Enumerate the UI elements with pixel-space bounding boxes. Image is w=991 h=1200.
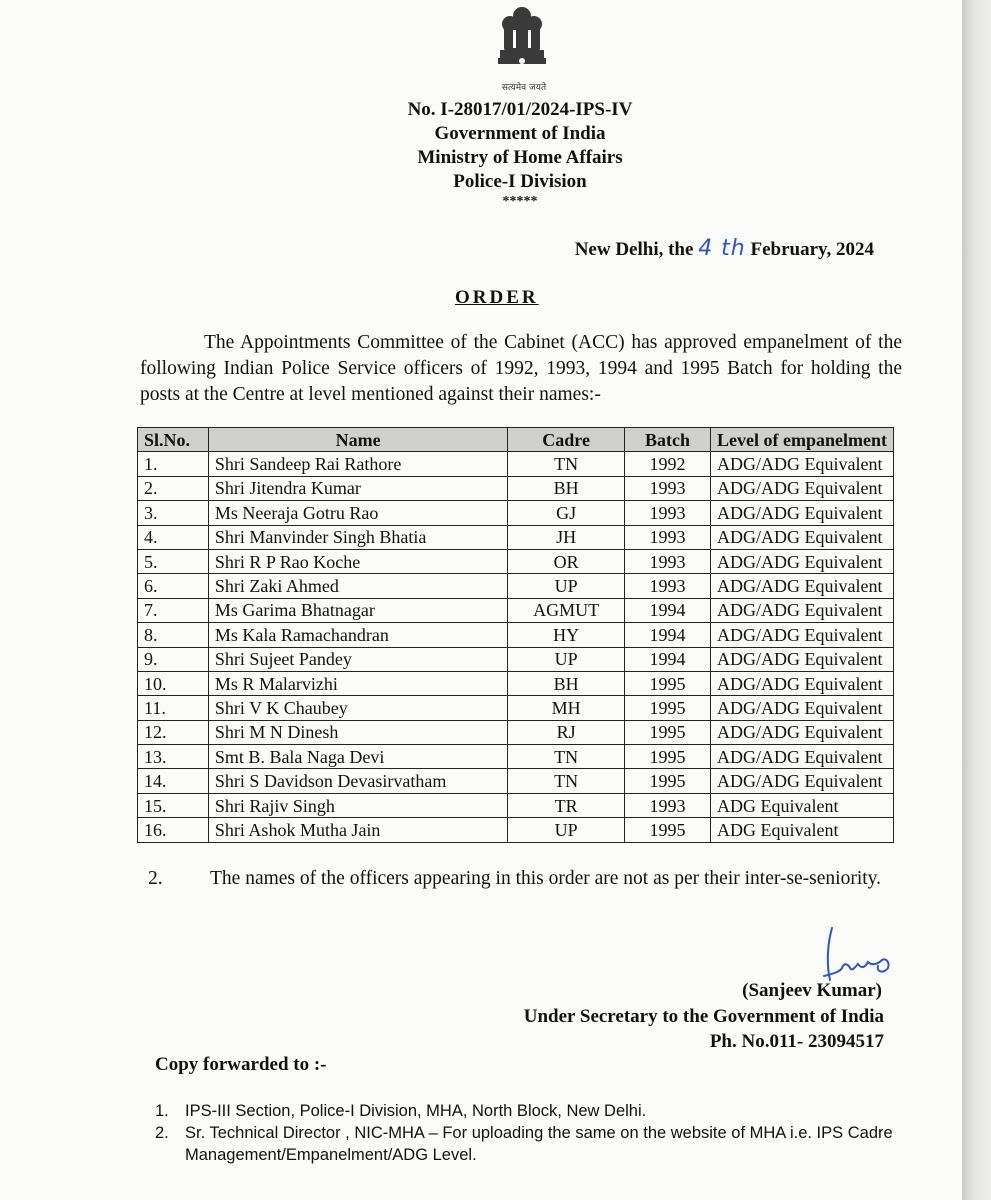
cell-name: Shri S Davidson Devasirvatham [208,769,507,793]
cell-level: ADG/ADG Equivalent [711,623,894,647]
cell-name: Shri Jitendra Kumar [208,476,507,500]
cell-level: ADG/ADG Equivalent [711,525,894,549]
cell-batch: 1993 [624,793,710,817]
cell-name: Shri Ashok Mutha Jain [208,818,507,842]
table-header-row [138,428,894,452]
cell-slno: 13. [138,745,209,769]
cell-cadre: TR [508,793,625,817]
table-row [138,671,894,695]
cell-batch: 1995 [624,671,710,695]
cell-cadre: HY [508,623,625,647]
table-row [138,818,894,842]
header-name: Name [208,428,507,452]
cell-level: ADG/ADG Equivalent [711,745,894,769]
cell-level: ADG/ADG Equivalent [711,452,894,476]
officers-table [137,427,894,843]
signatory-phone: Ph. No.011- 23094517 [709,1031,884,1052]
table-row [138,793,894,817]
cell-slno: 12. [138,720,209,744]
cell-cadre: UP [508,647,625,671]
table-row [138,623,894,647]
cell-slno: 2. [138,476,209,500]
list-item [155,1100,895,1122]
cell-slno: 3. [138,501,209,525]
cell-name: Smt B. Bala Naga Devi [208,745,507,769]
table-row [138,745,894,769]
cell-slno: 10. [138,671,209,695]
date-place: New Delhi, the [574,239,694,260]
table-row [138,549,894,573]
cell-slno: 14. [138,769,209,793]
reference-number: No. I-28017/01/2024-IPS-IV [407,99,633,120]
cell-name: Shri Zaki Ahmed [208,574,507,598]
table-row [138,647,894,671]
list-item-text: Sr. Technical Director , NIC-MHA – For uploading the same on the website of MHA i.e. IPS Cadre Management/Empanelment/ADG Level. [185,1124,893,1164]
cell-name: Ms Garima Bhatnagar [208,598,507,622]
cell-cadre: UP [508,818,625,842]
cell-slno: 15. [138,793,209,817]
cell-cadre: TN [508,745,625,769]
cell-name: Shri M N Dinesh [208,720,507,744]
cell-level: ADG/ADG Equivalent [711,501,894,525]
intro-paragraph [140,330,902,408]
table-row [138,452,894,476]
copy-list [155,1100,895,1166]
list-item-text: IPS-III Section, Police-I Division, MHA, North Block, New Delhi. [185,1102,647,1120]
cell-slno: 9. [138,647,209,671]
order-title: ORDER [455,287,539,308]
signatory-designation: Under Secretary to the Government of India [523,1006,884,1027]
cell-batch: 1995 [624,769,710,793]
cell-level: ADG/ADG Equivalent [711,476,894,500]
table-row [138,720,894,744]
list-item [155,1122,895,1166]
cell-name: Shri Manvinder Singh Bhatia [208,525,507,549]
cell-batch: 1995 [624,696,710,720]
cell-batch: 1995 [624,720,710,744]
cell-level: ADG Equivalent [711,793,894,817]
division-line: Police-I Division [453,171,587,192]
list-item-number: 2. [155,1124,169,1142]
header-slno: Sl.No. [138,428,209,452]
cell-level: ADG/ADG Equivalent [711,769,894,793]
cell-cadre: TN [508,769,625,793]
cell-cadre: GJ [508,501,625,525]
cell-level: ADG/ADG Equivalent [711,647,894,671]
cell-slno: 16. [138,818,209,842]
cell-slno: 7. [138,598,209,622]
table-row [138,696,894,720]
cell-cadre: OR [508,549,625,573]
government-line: Government of India [434,123,606,144]
cell-batch: 1993 [624,574,710,598]
cell-name: Ms Kala Ramachandran [208,623,507,647]
cell-batch: 1993 [624,525,710,549]
cell-level: ADG/ADG Equivalent [711,720,894,744]
header-stars: ***** [502,194,538,209]
intro-text: The Appointments Committee of the Cabinet (ACC) has approved empanelment of the following Indian Police Service officers of 1992, 1993, 1994 and 1995 Batch for holding the posts at the Centre at level mentioned against their names:- [140,332,902,405]
cell-slno: 6. [138,574,209,598]
cell-cadre: TN [508,452,625,476]
cell-level: ADG Equivalent [711,818,894,842]
cell-name: Shri Sandeep Rai Rathore [208,452,507,476]
cell-batch: 1995 [624,745,710,769]
ministry-line: Ministry of Home Affairs [417,147,623,168]
date-month-year: February, 2024 [750,239,874,260]
cell-name: Ms Neeraja Gotru Rao [208,501,507,525]
table-row [138,476,894,500]
table-row [138,598,894,622]
table-row [138,769,894,793]
page-edge-shadow [962,0,991,1200]
cell-cadre: AGMUT [508,598,625,622]
order-date [575,236,874,261]
cell-cadre: BH [508,671,625,695]
cell-batch: 1992 [624,452,710,476]
handwritten-day: 4 th [698,236,746,261]
cell-level: ADG/ADG Equivalent [711,598,894,622]
cell-level: ADG/ADG Equivalent [711,671,894,695]
cell-batch: 1994 [624,598,710,622]
cell-name: Shri Sujeet Pandey [208,647,507,671]
cell-name: Shri Rajiv Singh [208,793,507,817]
paragraph-2 [148,866,902,892]
list-item-number: 1. [155,1102,169,1120]
cell-batch: 1993 [624,501,710,525]
signatory-name: (Sanjeev Kumar) [742,980,882,1001]
cell-name: Shri R P Rao Koche [208,549,507,573]
cell-cadre: RJ [508,720,625,744]
cell-level: ADG/ADG Equivalent [711,574,894,598]
cell-level: ADG/ADG Equivalent [711,696,894,720]
table-row [138,574,894,598]
cell-slno: 11. [138,696,209,720]
cell-slno: 4. [138,525,209,549]
signatory-block [524,1004,884,1054]
cell-slno: 5. [138,549,209,573]
para2-text: The names of the officers appearing in this order are not as per their inter-se-seniority. [210,868,882,889]
cell-batch: 1994 [624,647,710,671]
table-row [138,525,894,549]
para2-number: 2. [148,868,163,889]
cell-cadre: UP [508,574,625,598]
table-row [138,501,894,525]
cell-slno: 8. [138,623,209,647]
cell-batch: 1994 [624,623,710,647]
emblem-motto: सत्यमेव जयते [501,83,547,93]
cell-cadre: JH [508,525,625,549]
cell-batch: 1993 [624,549,710,573]
cell-name: Shri V K Chaubey [208,696,507,720]
header-batch: Batch [624,428,710,452]
header-cadre: Cadre [508,428,625,452]
header-level: Level of empanelment [711,428,894,452]
cell-name: Ms R Malarvizhi [208,671,507,695]
cell-batch: 1993 [624,476,710,500]
cell-slno: 1. [138,452,209,476]
cell-level: ADG/ADG Equivalent [711,549,894,573]
cell-cadre: BH [508,476,625,500]
national-emblem-icon [480,4,564,84]
cell-cadre: MH [508,696,625,720]
copy-forwarded-heading: Copy forwarded to :- [155,1054,327,1075]
cell-batch: 1995 [624,818,710,842]
